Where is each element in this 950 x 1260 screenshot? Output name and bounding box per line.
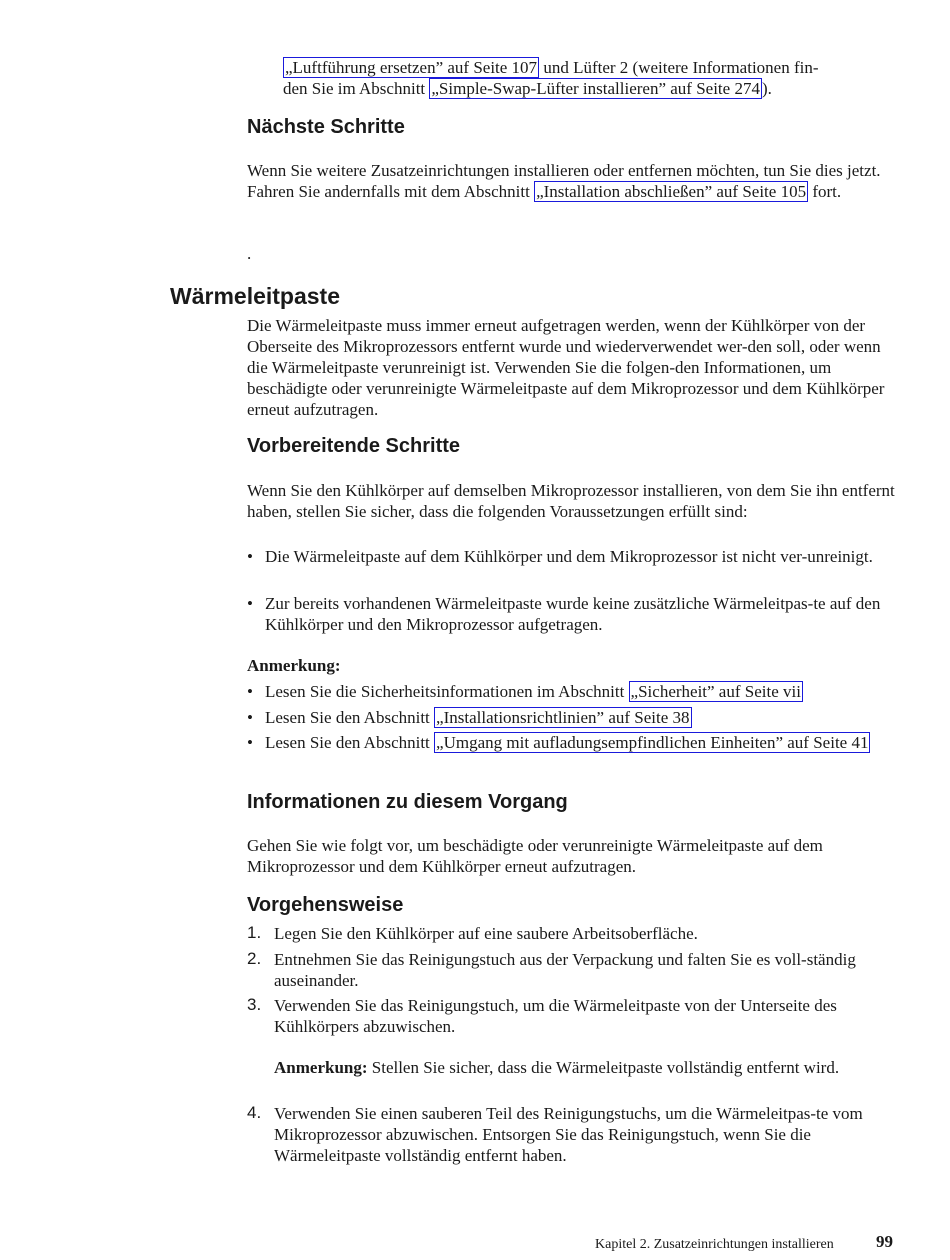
section-title: Wärmeleitpaste [170,283,341,309]
link-luftfuehrung[interactable]: „Luftführung ersetzen” auf Seite 107 [285,58,538,77]
step-3-number: 3. [247,995,262,1014]
link-installation-abschliessen[interactable]: „Installation abschließen” auf Seite 105 [536,182,807,201]
continuation-text-3: ). [761,79,772,98]
note-item-1 [265,681,895,702]
next-steps-paragraph [247,160,897,202]
heading-vorgehensweise: Vorgehensweise [247,894,404,916]
link-sicherheit[interactable]: „Sicherheit” auf Seite vii [630,682,801,701]
note-item-3 [265,732,890,753]
link-simple-swap-luefter[interactable]: „Simple-Swap-Lüfter installieren” auf Seite 274 [431,79,760,98]
footer-page-number: 99 [876,1232,893,1251]
heading-informationen: Informationen zu diesem Vorgang [247,791,568,813]
link-umgang-aufladungsempfindlich[interactable]: „Umgang mit aufladungsempfindlichen Einheiten” auf Seite 41 [436,733,869,752]
prep-bullet-1: Die Wärmeleitpaste auf dem Kühlkörper und dem Mikroprozessor ist nicht ver-unreinigt. [265,547,873,566]
step-2-number: 2. [247,949,262,968]
section-intro: Die Wärmeleitpaste muss immer erneut aufgetragen werden, wenn der Kühlkörper von der Oberseite des Mikroprozessors entfernt wurde und wiederverwendet wer-den soll, oder wenn die Wärmeleitpaste verunreinigt ist. Verwenden Sie die folgen-den Informationen, um beschädigte oder verunreinigte Wärmeleitpaste auf dem Mikroprozessor und dem Kühlkörper erneut aufzutragen. [247,316,885,419]
note-item-1-text: Lesen Sie die Sicherheitsinformationen im Abschnitt [265,682,629,701]
heading-vorbereitende-schritte: Vorbereitende Schritte [247,435,461,457]
bullet-note-3: • [247,733,253,752]
continuation-text-2: den Sie im Abschnitt [283,79,430,98]
bullet-note-1: • [247,682,253,701]
heading-naechste-schritte: Nächste Schritte [247,116,405,138]
step-1-text: Legen Sie den Kühlkörper auf eine saubere Arbeitsoberfläche. [274,924,698,943]
note-item-2 [265,707,895,728]
step-4-text: Verwenden Sie einen sauberen Teil des Reinigungstuchs, um die Wärmeleitpas-te vom Mikroprozessor abzuwischen. Entsorgen Sie das Reinigungstuch, wenn Sie die Wärmeleitpaste vollständig entfernt haben. [274,1104,863,1165]
bullet-2: • [247,594,253,613]
info-paragraph: Gehen Sie wie folgt vor, um beschädigte oder verunreinigte Wärmeleitpaste auf dem Mikroprozessor und dem Kühlkörper erneut aufzutragen. [247,836,823,876]
next-steps-text-a: Wenn Sie weitere Zusatzeinrichtungen installieren oder entfernen möchten, tun Sie dies jetzt. Fahren Sie andernfalls mit dem Abschnitt [247,161,881,201]
footer-chapter: Kapitel 2. Zusatzeinrichtungen installieren [595,1237,834,1252]
step-3-note [274,1057,894,1078]
link-installationsrichtlinien[interactable]: „Installationsrichtlinien” auf Seite 38 [436,708,690,727]
note-item-3-text: Lesen Sie den Abschnitt [265,733,435,752]
step-3-note-text: Stellen Sie sicher, dass die Wärmeleitpaste vollständig entfernt wird. [367,1058,840,1077]
step-3-note-label: Anmerkung: [274,1058,368,1077]
step-1-number: 1. [247,923,262,942]
note-item-2-text: Lesen Sie den Abschnitt [265,708,435,727]
bullet-1: • [247,547,253,566]
continuation-line-1 [283,57,903,78]
bullet-note-2: • [247,708,253,727]
prep-paragraph: Wenn Sie den Kühlkörper auf demselben Mikroprozessor installieren, von dem Sie ihn entfernt haben, stellen Sie sicher, dass die folgenden Voraussetzungen erfüllt sind: [247,481,895,521]
step-4-number: 4. [247,1103,262,1122]
stray-dot: . [247,244,252,263]
step-3-text: Verwenden Sie das Reinigungstuch, um die Wärmeleitpaste von der Unterseite des Kühlkörpers abzuwischen. [274,996,837,1036]
step-2-text: Entnehmen Sie das Reinigungstuch aus der Verpackung und falten Sie es voll-ständig auseinander. [274,950,856,990]
continuation-text-1: und Lüfter 2 (weitere Informationen fin- [539,58,819,77]
note-label: Anmerkung: [247,656,341,675]
prep-bullet-2: Zur bereits vorhandenen Wärmeleitpaste wurde keine zusätzliche Wärmeleitpas-te auf den Kühlkörper und den Mikroprozessor aufgetragen. [265,594,881,634]
continuation-line-2 [283,78,772,99]
next-steps-text-b: fort. [808,182,842,201]
